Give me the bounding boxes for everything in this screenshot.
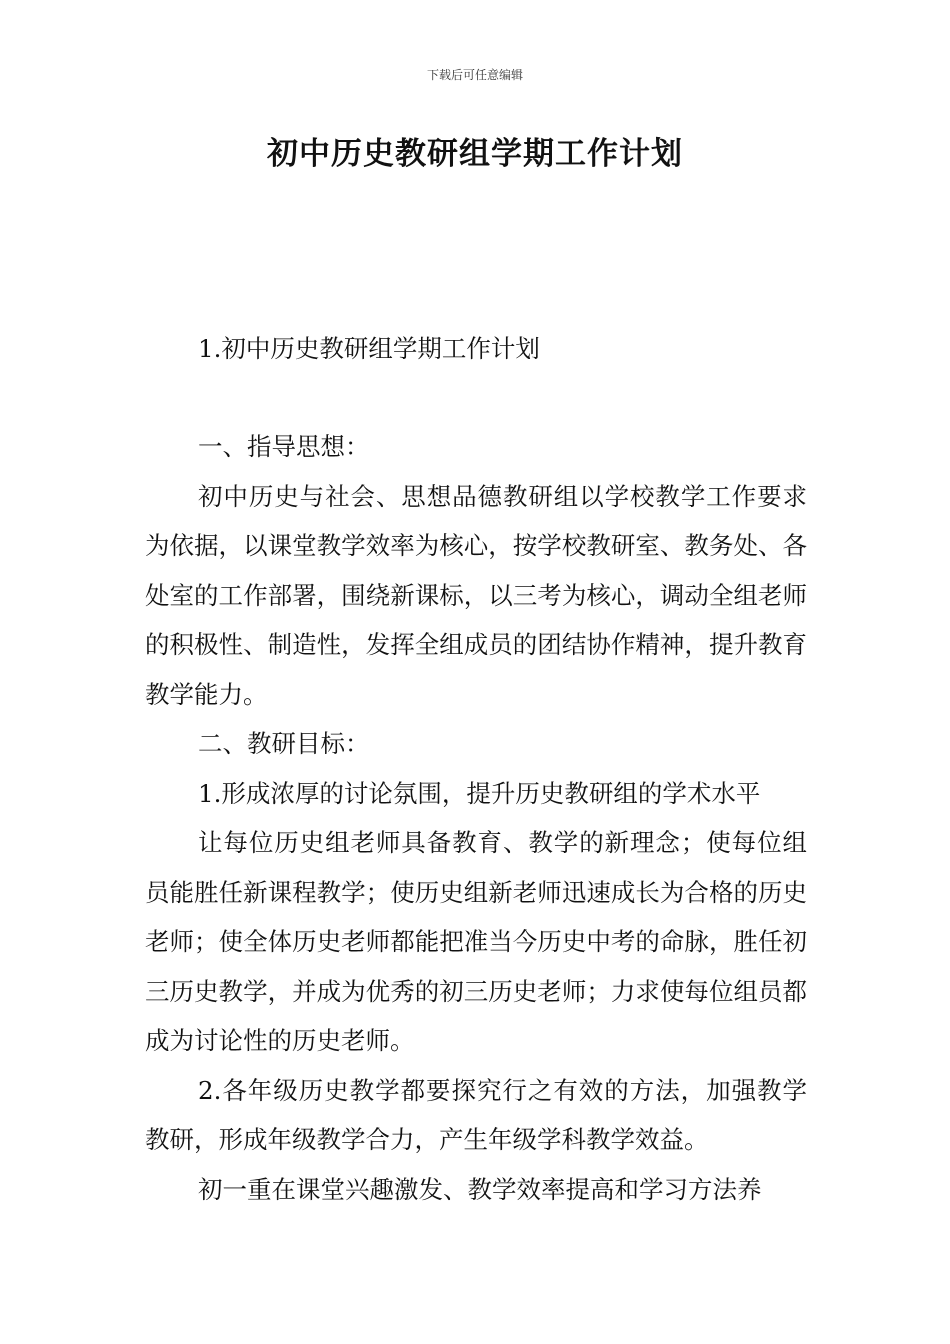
document-body-main	[145, 422, 807, 1214]
document-body	[145, 324, 807, 374]
document-title: 初中历史教研组学期工作计划	[267, 136, 683, 172]
grade-1-paragraph: 初一重在课堂兴趣激发、教学效率提高和学习方法养	[198, 1174, 762, 1204]
goal-2-paragraph: 2.各年级历史教学都要探究行之有效的方法，加强教学教研，形成年级教学合力，产生年级学科教学效益。	[145, 1075, 807, 1154]
goal-1-title: 1.形成浓厚的讨论氛围，提升历史教研组的学术水平	[198, 778, 761, 808]
heading-1: 1.初中历史教研组学期工作计划	[198, 334, 540, 363]
section-1-title: 一、指导思想：	[198, 432, 370, 461]
section-1-paragraph: 初中历史与社会、思想品德教研组以学校教学工作要求为依据，以课堂教学效率为核心，按学校教研室、教务处、各处室的工作部署，围绕新课标，以三考为核心，调动全组老师的积极性、制造性，发挥全组成员的团结协作精神，提升教育教学能力。	[145, 481, 807, 709]
header-note: 下载后可任意编辑	[426, 68, 523, 82]
section-2-title: 二、教研目标：	[198, 729, 370, 758]
goal-1-paragraph: 让每位历史组老师具备教育、教学的新理念；使每位组员能胜任新课程教学；使历史组新老师迅速成长为合格的历史老师；使全体历史老师都能把准当今历史中考的命脉，胜任初三历史教学，并成为优秀的初三历史老师；力求使每位组员都成为讨论性的历史老师。	[145, 828, 807, 1055]
